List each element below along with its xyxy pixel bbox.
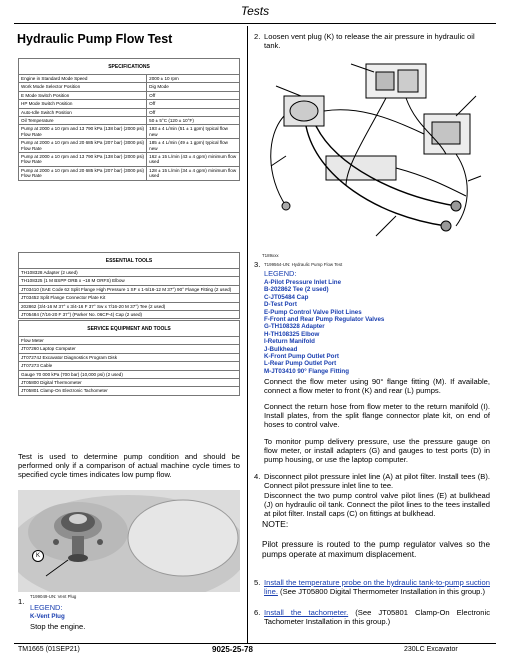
tool-row: [19, 345, 240, 353]
tool-item: TH108325 (1 M BSPP ORB x ~18 M ORFS) Elbow: [19, 277, 240, 285]
spec-value: 128 ± 15 L/min (34 ± 4 gpm) minimum flow used: [147, 166, 240, 180]
service-equipment-table: [18, 320, 240, 396]
figure2-legend: [264, 279, 490, 375]
figure1-caption: T199049-UN: Vent Plug: [30, 594, 77, 599]
legend-item: L-Rear Pump Outlet Port: [264, 360, 337, 368]
legend-item: J-Bulkhead: [264, 345, 298, 353]
spec-label: Pump at 2000 ± 10 rpm and 20 685 kPa (207 bar) (3000 psi) Flow Rate: [19, 166, 147, 180]
step-6-number: 6.: [254, 608, 261, 617]
section-header: Tests: [240, 4, 270, 18]
tool-item: JT07260 Laptop Computer: [19, 345, 240, 353]
tool-item: JT05801 Clamp-On Electronic Tachometer: [19, 387, 240, 395]
spec-value: Off: [147, 91, 240, 99]
step-4-paragraph-1: Disconnect pilot pressure inlet line (A) at pilot filter. Install tees (B). Connect pilot pressure inlet line to tee.: [264, 472, 490, 490]
spec-row: [19, 75, 240, 83]
spec-row: [19, 139, 240, 153]
tool-row: [19, 353, 240, 361]
step-6-text: [264, 608, 490, 626]
step-1-number: 1.: [18, 597, 25, 606]
note-text: Pilot pressure is routed to the pump regulator valves so the pumps operate at maximum displacement.: [262, 540, 490, 559]
tool-row: [19, 269, 240, 277]
figure1-legend-item: K-Vent Plug: [30, 613, 65, 620]
legend-item: K-Front Pump Outlet Port: [264, 353, 339, 361]
tool-item: Flow Meter: [19, 337, 240, 345]
tool-item: TH108328 Adapter (2 used): [19, 269, 240, 277]
spec-label: HP Mode Switch Position: [19, 100, 147, 108]
tool-row: [19, 362, 240, 370]
tool-row: [19, 379, 240, 387]
legend-item: D-Test Port: [264, 301, 297, 309]
tool-row: [19, 311, 240, 319]
legend-item: H-TH108325 Elbow: [264, 330, 320, 338]
tool-item: JT03452 Split Flange Connector Plate Kit: [19, 294, 240, 302]
step-2-number: 2.: [254, 32, 261, 41]
page-title: Hydraulic Pump Flow Test: [17, 32, 173, 46]
legend-item: M-JT03410 90° Flange Fitting: [264, 367, 349, 375]
hydraulic-flow-diagram: [256, 56, 490, 252]
step-4-number: 4.: [254, 472, 261, 481]
spec-row: [19, 108, 240, 116]
legend-item: E-Pump Control Valve Pilot Lines: [264, 308, 362, 316]
spec-value: 193 ± 4 L/min (51 ± 1 gpm) typical flow new: [147, 125, 240, 139]
figure2-caption: T199564-UN: Hydraulic Pump Flow Test: [264, 262, 343, 267]
header-rule: [14, 23, 496, 24]
tool-row: [19, 294, 240, 302]
legend-item: F-Front and Rear Pump Regulator Valves: [264, 316, 385, 324]
step-6-rest: (See JT05801 Clamp-On Electronic Tachometer Installation in this group.): [264, 608, 490, 626]
tool-item: JT07274J Excavator Diagnostics Program Disk: [19, 353, 240, 361]
spec-label: Pump at 2000 ± 10 rpm and 13 790 kPa (138 bar) (2000 psi) Flow Rate: [19, 153, 147, 167]
tachometer-link[interactable]: Install the tachometer.: [264, 608, 349, 617]
footer-page-number: 9025-25-78: [212, 645, 253, 654]
spec-value: 2000 ± 10 rpm: [147, 75, 240, 83]
spec-value: 185 ± 4 L/min (49 ± 1 gpm) typical flow new: [147, 139, 240, 153]
spec-label: Auto-Idle Switch Position: [19, 108, 147, 116]
legend-item: B-202862 Tee (2 used): [264, 286, 329, 294]
step-5-text: [264, 578, 490, 596]
spec-label: E Mode Switch Position: [19, 91, 147, 99]
spec-value: 162 ± 15 L/min (43 ± 4 gpm) minimum flow used: [147, 153, 240, 167]
figure1-legend-title: LEGEND:: [30, 603, 63, 612]
tool-row: [19, 370, 240, 378]
tool-item: JT05800 Digital Thermometer: [19, 379, 240, 387]
specifications-table: [18, 58, 240, 181]
legend-item: I-Return Manifold: [264, 338, 315, 346]
spec-label: Pump at 2000 ± 10 rpm and 13 790 kPa (138 bar) (2000 psi) Flow Rate: [19, 125, 147, 139]
tool-item: JT03410 (SAE Code 62 Split Flange High Pressure 1 SF x 1-5/16-12 M 37°) 90° Flange Fitting (2 used): [19, 285, 240, 293]
step-3-paragraph-1: Connect the flow meter using 90° flange fitting (M). If available, connect a flow meter to front (K) and rear (L) pumps.: [264, 377, 490, 395]
spec-row: [19, 83, 240, 91]
tool-row: [19, 302, 240, 310]
spec-row: [19, 125, 240, 139]
footer-left: TM1665 (01SEP21): [18, 646, 80, 653]
intro-paragraph: Test is used to determine pump condition and should be performed only if a comparison of actual machine cycle times to specified cycle times indicates low pump flow.: [18, 452, 240, 479]
callout-k: K: [32, 550, 44, 562]
essential-tools-table: [18, 252, 240, 319]
step-4-paragraph-2: Disconnect the two pump control valve pilot lines (E) at bulkhead (J) on hydraulic oil tank. Connect the pilot lines to the tees installed at pilot filter. Install caps (C) on fittings at bulkhead.: [264, 491, 490, 518]
footer-right: 230LC Excavator: [404, 646, 458, 653]
step-3-paragraph-2: Connect the return hose from flow meter to the return manifold (I). Install plates, from the split flange connector plate kit, on end of hoses to control valve.: [264, 402, 490, 429]
spec-label: Pump at 2000 ± 10 rpm and 20 685 kPa (207 bar) (3000 psi) Flow Rate: [19, 139, 147, 153]
step-2-text: Loosen vent plug (K) to release the air pressure in hydraulic oil tank.: [264, 32, 475, 50]
tool-item: JT07273 Cable: [19, 362, 240, 370]
step-5-rest: (See JT05800 Digital Thermometer Installation in this group.): [277, 587, 486, 596]
spec-row: [19, 153, 240, 167]
legend-item: C-JT05484 Cap: [264, 293, 309, 301]
spec-value: Off: [147, 108, 240, 116]
footer-rule: [14, 643, 496, 644]
legend-item: G-TH108328 Adapter: [264, 323, 325, 331]
tool-item: Gauge 70 000 kPa (700 bar) (10,000 psi) (2 used): [19, 370, 240, 378]
spec-label: Engine in Standard Mode Speed: [19, 75, 147, 83]
step-3-paragraph-3: To monitor pump delivery pressure, use the pressure gauge on flow meter, or install adapters (G) and gauges to test ports (D) in pump housing, or use the laptop computer.: [264, 437, 490, 464]
vent-plug-photo: [18, 490, 240, 592]
spec-row: [19, 91, 240, 99]
spec-label: Oil Temperature: [19, 117, 147, 125]
essential-tools-heading: ESSENTIAL TOOLS: [19, 253, 240, 269]
step-5-number: 5.: [254, 578, 261, 587]
tool-row: [19, 277, 240, 285]
flow-test-illustration: [256, 56, 490, 252]
column-divider: [247, 26, 248, 644]
spec-label: Work Mode Selector Position: [19, 83, 147, 91]
figure2-legend-title: LEGEND:: [264, 269, 297, 278]
tool-item: 202862 (3/4-16 M 37° x 3/4-16 F 37° Sw x 7/16-20 M 37°) Tee (2 used): [19, 302, 240, 310]
tool-row: [19, 337, 240, 345]
spec-row: [19, 100, 240, 108]
tool-row: [19, 387, 240, 395]
service-equipment-heading: SERVICE EQUIPMENT AND TOOLS: [19, 321, 240, 337]
legend-item: A-Pilot Pressure Inlet Line: [264, 279, 342, 286]
step-3-number: 3.: [254, 260, 261, 269]
spec-value: Off: [147, 100, 240, 108]
temperature-probe-link[interactable]: Install the temperature probe on the hydraulic tank-to-pump suction line.: [264, 578, 490, 596]
tool-row: [19, 285, 240, 293]
note-label: NOTE:: [262, 519, 289, 529]
vent-plug-figure: [18, 490, 240, 592]
step-1-text: Stop the engine.: [30, 622, 86, 631]
spec-value: 50 ± 5°C (120 ± 10°F): [147, 117, 240, 125]
spec-row: [19, 117, 240, 125]
tool-item: JT05484 (7/16-20 F 37°) (Parker No. 06CP-4) Cap (2 used): [19, 311, 240, 319]
figure2-id: T189xxx: [262, 253, 279, 258]
spec-row: [19, 166, 240, 180]
specifications-heading: SPECIFICATIONS: [19, 59, 240, 75]
spec-value: Dig Mode: [147, 83, 240, 91]
